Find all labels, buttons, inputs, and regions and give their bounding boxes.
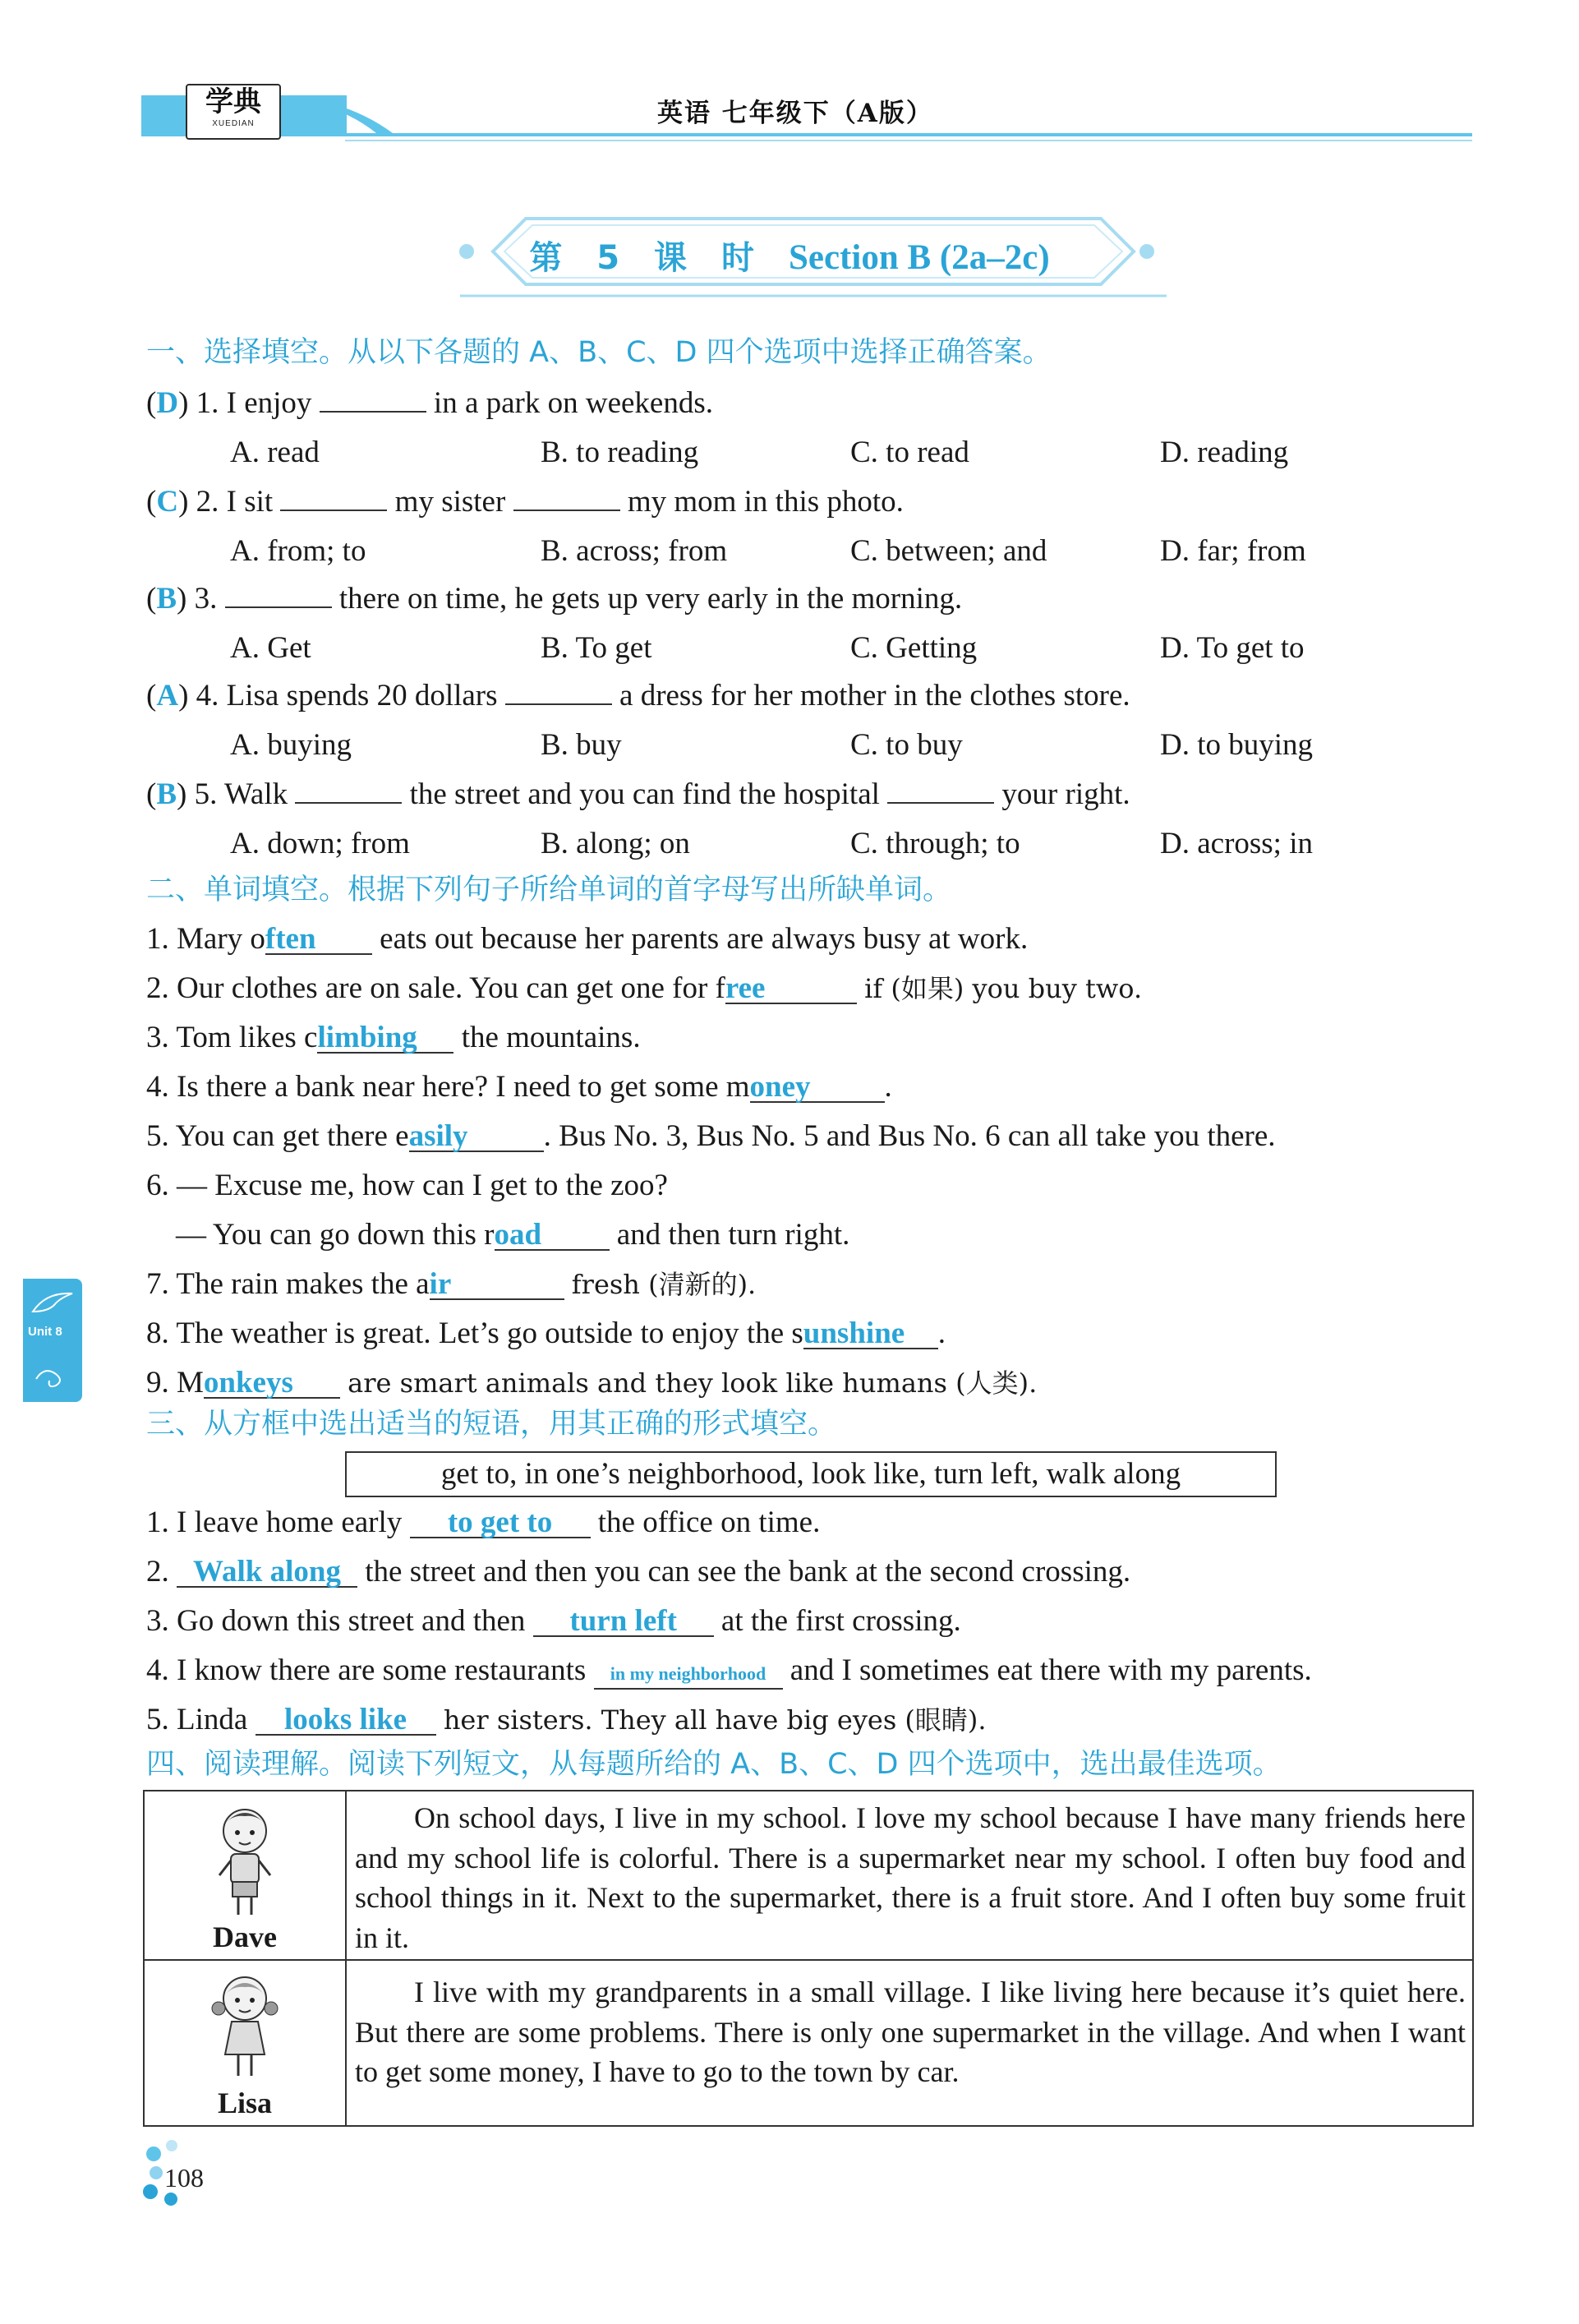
option-d: D. to buying [1160,728,1314,762]
option-c: C. through; to [850,827,1020,860]
header-swoosh-icon [278,97,393,141]
wing-icon [30,1287,76,1320]
word-fill: ree [725,971,766,1005]
passage-row-lisa [145,1961,1472,2125]
question-5: (B) 5. Walk the street and you can find the hospital your right. [146,777,1130,811]
question-4: (A) 4. Lisa spends 20 dollars a dress for her mother in the clothes store. [146,679,1130,712]
answer-4: A [156,679,179,712]
phrase-fill: turn left [569,1604,677,1638]
question-1: (D) 1. I enjoy in a park on weekends. [146,386,714,420]
option-d: D. reading [1160,436,1289,469]
girl-avatar-icon [204,1969,286,2084]
logo-sub-text: XUEDIAN [212,119,255,128]
passage-row-dave [145,1791,1472,1961]
word-item-7: 7. The rain makes the air fresh (清新的). [146,1267,757,1301]
answer-blank [225,606,332,608]
answer-blank [513,510,620,511]
lesson-number: 第 5 课 时 [529,239,766,277]
page-number: 108 [164,2163,204,2193]
option-d: D. across; in [1160,827,1313,860]
option-c: C. to buy [850,728,963,762]
phrase-item-3: 3. Go down this street and then turn left at the first crossing. [146,1604,961,1638]
answer-blank [320,411,426,413]
answer-2: C [156,485,179,519]
word-item-6-reply: — You can go down this road and then turn right. [176,1218,850,1252]
lisa-name: Lisa [217,2087,273,2119]
dave-cell [145,1791,347,1959]
phrase-item-5: 5. Linda looks like her sisters. They all have big eyes (眼睛). [146,1703,987,1736]
phrase-item-2: 2. Walk along the street and then you can see the bank at the second crossing. [146,1555,1131,1589]
word-item-2: 2. Our clothes are on sale. You can get one for free if (如果) you buy two. [146,971,1143,1005]
answer-blank [505,703,612,705]
word-item-9: 9. Monkeys are smart animals and they look like humans (人类). [146,1366,1038,1399]
dave-passage: On school days, I live in my school. I love my school because I have many friends here and my school life is colorful. There is a supermarket near my school. I often buy food and school things in it. Next to the supermarket, there is a fruit store. And I often buy some fruit in it. [355,1801,1466,1954]
option-b: B. along; on [541,827,690,860]
answer-1: D [156,386,179,420]
word-fill: oad [494,1218,542,1252]
reading-table [143,1790,1474,2127]
word-fill: onkeys [203,1366,293,1399]
option-a: A. read [230,436,320,469]
lesson-title [0,232,1579,279]
logo-main-text: 学典 [205,85,261,118]
lesson-section: Section B (2a–2c) [788,238,1050,277]
answer-5: B [156,777,177,811]
footer-dot-icon [164,2193,177,2206]
header-rule-light [345,140,1472,141]
phrase-fill: Walk along [193,1555,341,1589]
book-title: 英语 七年级下（A版） [657,99,933,128]
footer-dot-icon [143,2184,158,2199]
lisa-passage: I live with my grandparents in a small village. I like living here because it’s quiet here. But there are some problems. There is only one supermarket in the village. And when I want to get some money, I have to go to the town by car. [355,1976,1466,2088]
answer-blank [295,802,402,804]
option-d: D. To get to [1160,631,1305,665]
option-c: C. Getting [850,631,978,665]
answer-blank [280,510,387,511]
option-a: A. down; from [230,827,410,860]
swirl-icon [31,1363,72,1392]
option-b: B. across; from [541,534,728,568]
option-b: B. buy [541,728,622,762]
word-item-5: 5. You can get there easily . Bus No. 3, Bus No. 5 and Bus No. 6 can all take you there. [146,1119,1276,1153]
option-c: C. between; and [850,534,1047,568]
word-fill: asily [408,1119,468,1153]
phrase-item-1: 1. I leave home early to get to the office on time. [146,1506,821,1539]
word-item-6: 6. — Excuse me, how can I get to the zoo? [146,1169,668,1202]
question-2: (C) 2. I sit my sister my mom in this photo. [146,485,904,519]
option-c: C. to read [850,436,969,469]
word-fill: limbing [317,1021,417,1054]
phrase-fill: looks like [284,1703,407,1736]
word-item-8: 8. The weather is great. Let’s go outside to enjoy the sunshine . [146,1316,946,1350]
option-b: B. To get [541,631,652,665]
answer-3: B [156,582,177,616]
word-fill: ften [265,922,316,956]
option-b: B. to reading [541,436,699,469]
phrase-item-4: 4. I know there are some restaurants in my neighborhood and I sometimes eat there with my parents. [146,1652,1312,1690]
part3-title: 三、从方框中选出适当的短语，用其正确的形式填空。 [146,1408,837,1441]
part4-title: 四、阅读理解。阅读下列短文，从每题所给的 A、B、C、D 四个选项中，选出最佳选项。 [146,1748,1282,1781]
word-item-4: 4. Is there a bank near here? I need to get some money . [146,1070,892,1104]
option-d: D. far; from [1160,534,1306,568]
word-fill: oney [749,1070,811,1104]
phrase-fill: to get to [447,1506,553,1539]
footer-dot-icon [146,2146,161,2161]
question-3: (B) 3. there on time, he gets up very early in the morning. [146,582,963,616]
word-fill: unshine [803,1316,905,1350]
word-fill: ir [429,1267,452,1301]
lisa-cell [145,1961,347,2125]
part2-title: 二、单词填空。根据下列句子所给单词的首字母写出所缺单词。 [146,874,952,906]
phrase-box: get to, in one’s neighborhood, look like, turn left, walk along [345,1451,1277,1497]
phrase-fill: in my neighborhood [610,1663,766,1684]
word-item-1: 1. Mary often eats out because her parents are always busy at work. [146,922,1029,956]
publisher-logo [186,84,281,140]
option-a: A. Get [230,631,311,665]
answer-blank [887,802,994,804]
boy-avatar-icon [208,1800,282,1923]
word-item-3: 3. Tom likes climbing the mountains. [146,1021,641,1054]
footer-dot-icon [166,2140,177,2151]
dave-name: Dave [213,1921,277,1953]
footer-dot-icon [150,2166,163,2179]
part1-title: 一、选择填空。从以下各题的 A、B、C、D 四个选项中选择正确答案。 [146,336,1052,369]
option-a: A. buying [230,728,352,762]
unit-label: Unit 8 [28,1325,62,1339]
option-a: A. from; to [230,534,366,568]
